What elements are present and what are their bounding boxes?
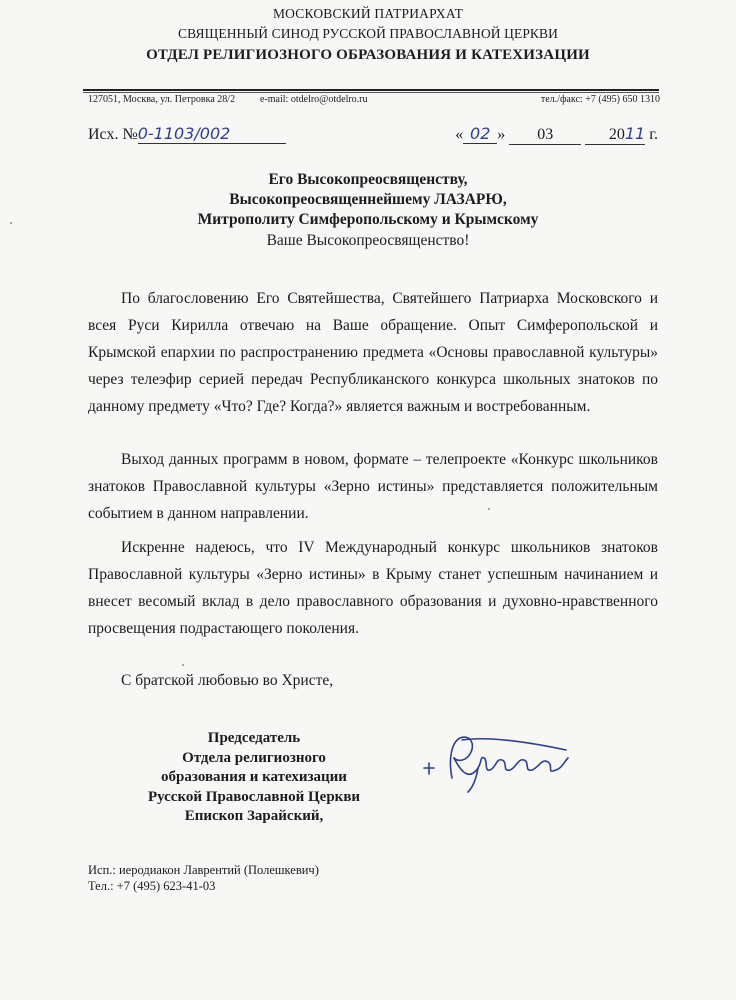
signatory-line-2: Отдела религиозного <box>182 749 326 766</box>
letterhead-department: ОТДЕЛ РЕЛИГИОЗНОГО ОБРАЗОВАНИЯ И КАТЕХИЗАЦИИ <box>146 47 590 63</box>
executor-info <box>88 863 319 894</box>
letterhead-synod: СВЯЩЕННЫЙ СИНОД РУССКОЙ ПРАВОСЛАВНОЙ ЦЕРКВИ <box>177 26 558 41</box>
scan-speck <box>488 508 490 510</box>
salutation: Ваше Высокопреосвященство! <box>266 232 470 249</box>
date-close-quote: » <box>497 126 506 143</box>
date-day: 02 <box>463 124 497 144</box>
contact-email: e-mail: otdelro@otdelro.ru <box>260 94 368 105</box>
outgoing-reference <box>88 124 286 144</box>
date-year <box>585 124 645 145</box>
addressee-line-1: Его Высокопреосвященству, <box>268 171 468 188</box>
reference-number: 0-1103/002 <box>138 124 286 144</box>
executor-name: Исп.: иеродиакон Лаврентий (Полешкевич) <box>88 863 319 877</box>
signatory-line-3: образования и катехизации <box>161 769 347 785</box>
reference-prefix: Исх. № <box>88 126 138 143</box>
body-paragraph-1: По благословению Его Святейшества, Святейшего Патриарха Московского и всея Руси Кирилла отвечаю на Ваше обращение. Опыт Симферопольской и Крымской епархии по распространению предмета «Основы православной культуры» через телеэфир серией передач Республиканского конкурса школьных знатоков по данному предмету «Что? Где? Когда?» является важным и востребованным. <box>88 290 658 415</box>
signatory-line-4: Русской Православной Церкви <box>147 788 361 805</box>
contact-address: 127051, Москва, ул. Петровка 28/2 <box>88 94 236 105</box>
addressee-line-3: Митрополиту Симферопольскому и Крымскому <box>197 211 539 228</box>
letterhead-patriarchate: МОСКОВСКИЙ ПАТРИАРХАТ <box>272 6 464 21</box>
signatory-block <box>114 729 394 827</box>
executor-phone: Тел.: +7 (495) 623-41-03 <box>88 878 216 893</box>
signatory-line-1: Председатель <box>207 730 301 746</box>
letterhead-rule <box>83 89 659 91</box>
letter-date <box>455 124 658 145</box>
date-year-suffix: 11 <box>624 124 646 143</box>
contact-phone: тел./факс: +7 (495) 650 1310 <box>540 94 660 105</box>
date-year-prefix: 20 <box>608 126 625 143</box>
body-paragraph-2: Выход данных программ в новом, формате – телепроекте «Конкурс школьников знатоков Православной культуры «Зерно истины» представляется положительным событием в данном направлении. <box>88 451 658 522</box>
closing-phrase: С братской любовью во Христе, <box>121 672 334 689</box>
scan-speck <box>182 664 184 666</box>
signatory-line-5: Епископ Зарайский, <box>184 808 324 824</box>
handwritten-signature <box>418 728 578 798</box>
addressee-line-2: Высокопреосвященнейшему ЛАЗАРЮ, <box>229 191 507 208</box>
letterhead-rule-thin <box>83 92 659 93</box>
date-year-mark: г. <box>649 126 658 143</box>
date-open-quote: « <box>455 126 464 143</box>
scan-speck <box>10 222 12 224</box>
date-month: 03 <box>509 126 581 145</box>
body-paragraph-3: Искренне надеюсь, что IV Международный конкурс школьников знатоков Православной культуры «Зерно истины» в Крыму станет успешным начинанием и внесет весомый вклад в дело православного образования и духовно-нравственного просвещения подрастающего поколения. <box>88 539 658 637</box>
